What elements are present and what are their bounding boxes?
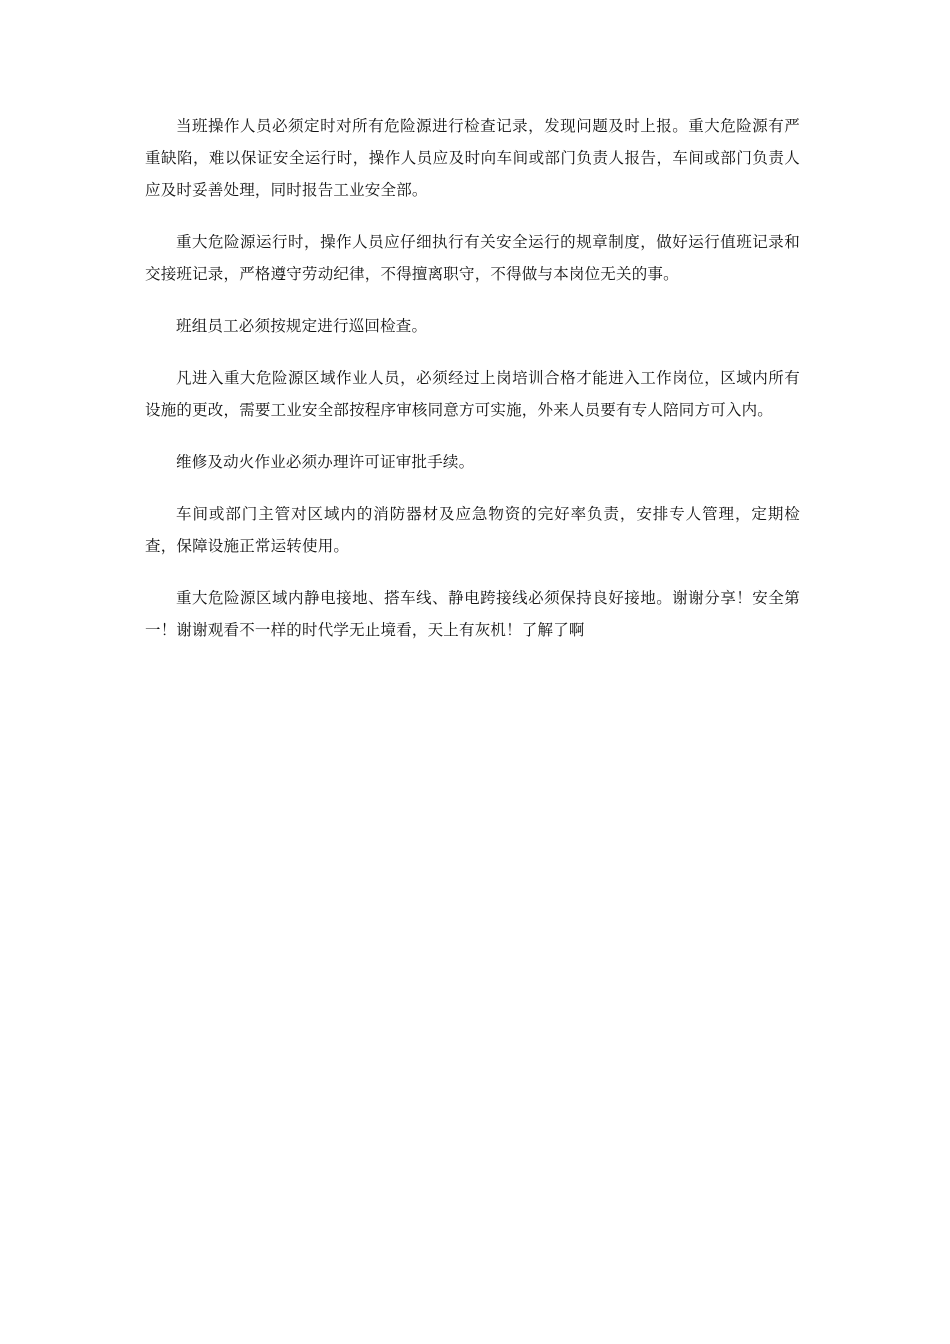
paragraph-fire-equipment: 车间或部门主管对区域内的消防器材及应急物资的完好率负责，安排专人管理，定期检查，保障设施正常运转使用。 xyxy=(145,505,800,555)
paragraph-hot-work-permit: 维修及动火作业必须办理许可证审批手续。 xyxy=(176,453,475,471)
paragraph-access-training: 凡进入重大危险源区域作业人员，必须经过上岗培训合格才能进入工作岗位，区域内所有设施的更改，需要工业安全部按程序审核同意方可实施，外来人员要有专人陪同方可入内。 xyxy=(145,369,800,419)
paragraph-patrol-inspection: 班组员工必须按规定进行巡回检查。 xyxy=(176,317,428,335)
paragraph-static-grounding: 重大危险源区域内静电接地、搭车线、静电跨接线必须保持良好接地。谢谢分享！安全第一！谢谢观看不一样的时代学无止境看，天上有灰机！了解了啊 xyxy=(145,589,800,639)
paragraph-operation-rules: 重大危险源运行时，操作人员应仔细执行有关安全运行的规章制度，做好运行值班记录和交接班记录，严格遵守劳动纪律，不得擅离职守，不得做与本岗位无关的事。 xyxy=(145,233,800,283)
paragraph-inspection-records: 当班操作人员必须定时对所有危险源进行检查记录，发现问题及时上报。重大危险源有严重缺陷，难以保证安全运行时，操作人员应及时向车间或部门负责人报告，车间或部门负责人应及时妥善处理，同时报告工业安全部。 xyxy=(145,117,800,199)
document-body xyxy=(145,110,800,666)
